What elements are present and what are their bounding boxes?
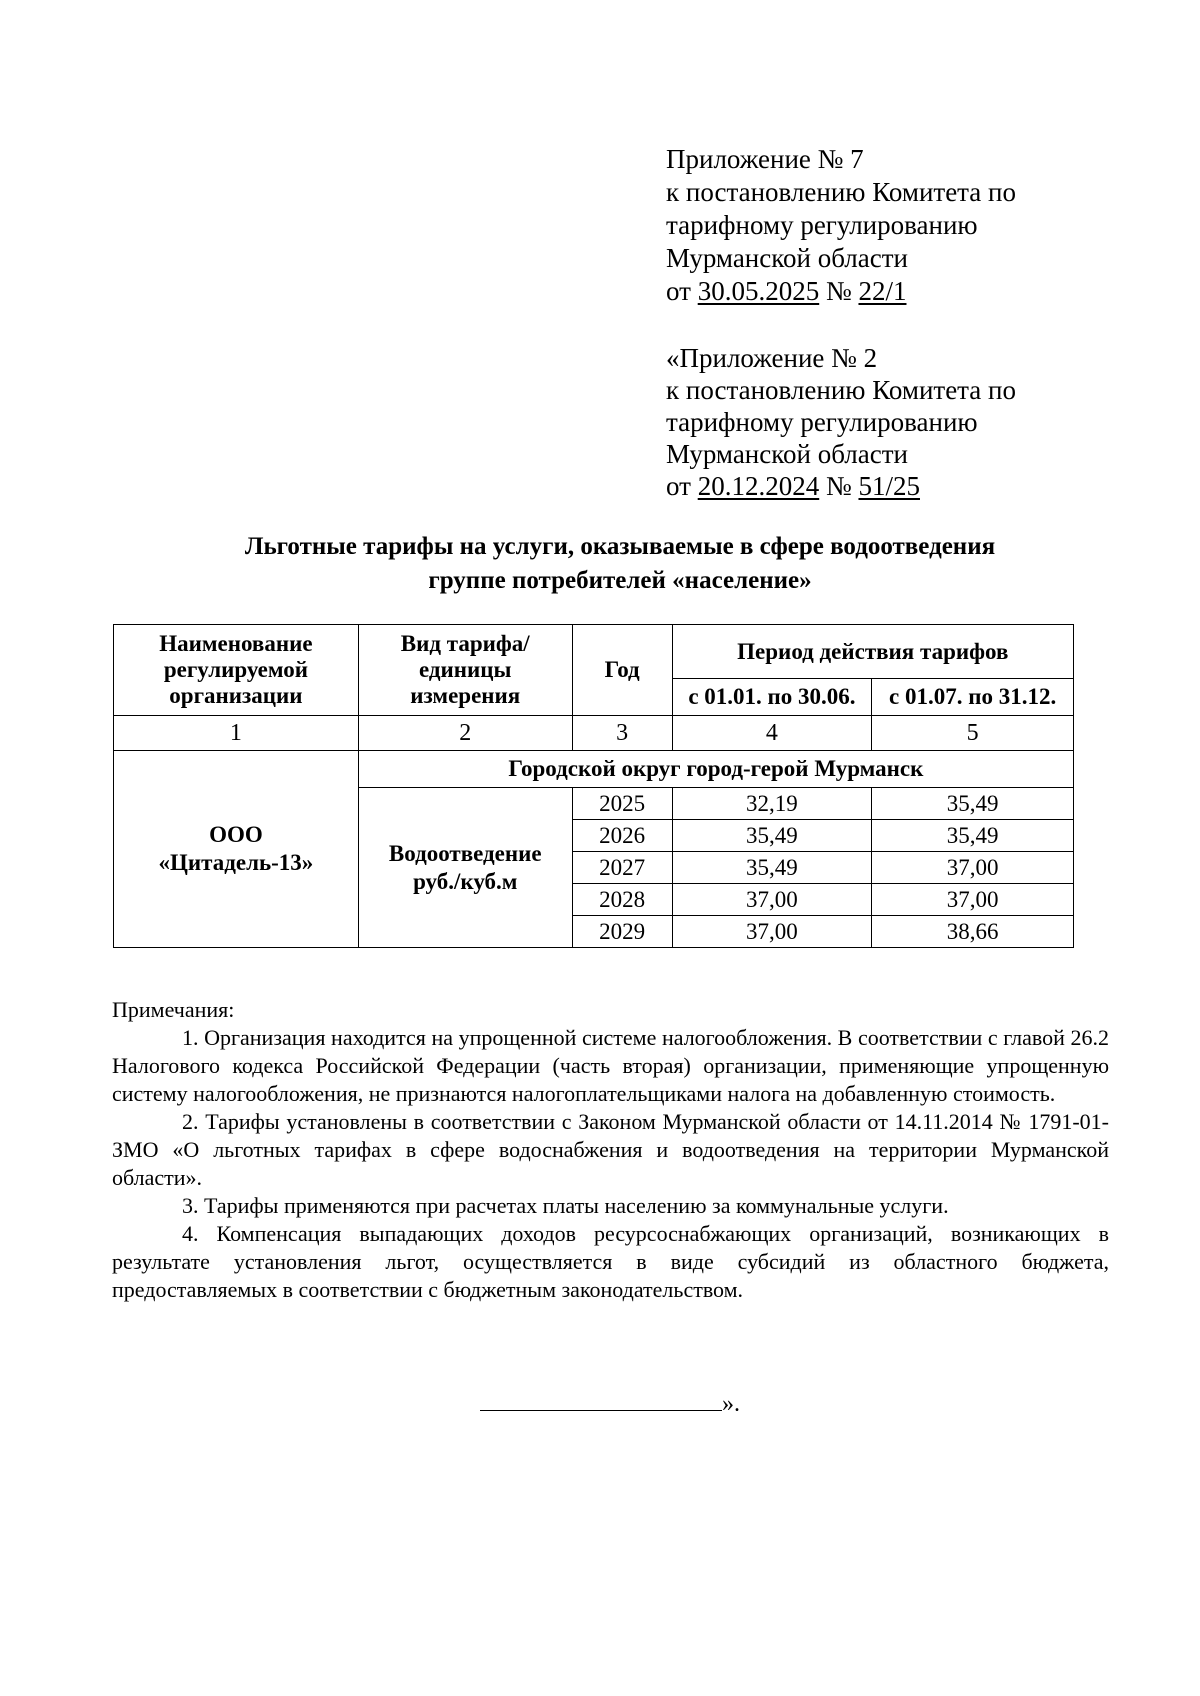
header-period-first-half: с 01.01. по 30.06. — [672, 679, 872, 716]
column-number: 2 — [358, 716, 572, 751]
header-organization: Наименование регулируемой организации — [114, 625, 359, 716]
column-number: 4 — [672, 716, 872, 751]
first-half-cell: 35,49 — [672, 852, 872, 884]
second-half-cell: 38,66 — [872, 916, 1074, 948]
year-cell: 2027 — [572, 852, 672, 884]
year-cell: 2028 — [572, 884, 672, 916]
year-cell: 2029 — [572, 916, 672, 948]
appendix-date-line — [666, 470, 1016, 502]
first-half-cell: 37,00 — [672, 916, 872, 948]
appendix-header-current — [666, 143, 1016, 308]
header-tariff-type: Вид тарифа/единицы измерения — [358, 625, 572, 716]
closing-mark — [480, 1390, 740, 1418]
second-half-cell: 37,00 — [872, 852, 1074, 884]
service-cell — [358, 788, 572, 948]
title-line-1: Льготные тарифы на услуги, оказываемые в сфере водоотведения — [244, 533, 996, 560]
appendix-header-original — [666, 342, 1016, 502]
year-cell: 2026 — [572, 820, 672, 852]
appendix-line: к постановлению Комитета по — [666, 375, 1016, 405]
date-prefix: от — [666, 471, 698, 501]
appendix-line: Мурманской области — [666, 243, 908, 273]
second-half-cell: 35,49 — [872, 788, 1074, 820]
first-half-cell: 37,00 — [672, 884, 872, 916]
notes-heading: Примечания: — [112, 997, 235, 1022]
appendix-number: 22/1 — [858, 276, 907, 306]
organization-cell — [114, 751, 359, 948]
second-half-cell: 35,49 — [872, 820, 1074, 852]
number-prefix: № — [819, 276, 859, 306]
region-cell: Городской округ город-герой Мурманск — [358, 751, 1073, 788]
closing-quote: ». — [722, 1391, 740, 1417]
column-number: 3 — [572, 716, 672, 751]
date-prefix: от — [666, 276, 698, 306]
appendix-line: к постановлению Комитета по — [666, 177, 1016, 207]
document-title — [0, 530, 1200, 598]
appendix-date-line — [666, 275, 1016, 308]
appendix-line: Приложение № 7 — [666, 144, 864, 174]
number-prefix: № — [819, 471, 859, 501]
appendix-line: тарифному регулированию — [666, 407, 978, 437]
note-item: 4. Компенсация выпадающих доходов ресурсоснабжающих организаций, возникающих в результате установления льгот, осуществляется в виде субсидий из областного бюджета, предоставляемых в соответствии с бюджетным законодательством. — [112, 1221, 1109, 1302]
year-cell: 2025 — [572, 788, 672, 820]
organization-line: «Цитадель-13» — [158, 850, 314, 875]
header-year: Год — [572, 625, 672, 716]
title-line-2: группе потребителей «население» — [428, 567, 812, 594]
note-item: 2. Тарифы установлены в соответствии с Законом Мурманской области от 14.11.2014 № 1791-01-ЗМО «О льготных тарифах в сфере водоснабжения и водоотведения на территории Мурманской области». — [112, 1109, 1109, 1190]
appendix-date: 30.05.2025 — [697, 276, 820, 306]
header-period: Период действия тарифов — [672, 625, 1073, 679]
appendix-date: 20.12.2024 — [697, 471, 820, 501]
header-period-second-half: с 01.07. по 31.12. — [872, 679, 1074, 716]
notes-section — [112, 996, 1109, 1304]
appendix-number: 51/25 — [858, 471, 920, 501]
service-line: руб./куб.м — [413, 868, 518, 894]
closing-underline — [480, 1390, 722, 1411]
note-item: 1. Организация находится на упрощенной системе налогообложения. В соответствии с главой 26.2 Налогового кодекса Российской Федерации (часть вторая) организации, применяющие упрощенную систему налогообложения, не признаются налогоплательщиками налога на добавленную стоимость. — [112, 1025, 1109, 1106]
second-half-cell: 37,00 — [872, 884, 1074, 916]
appendix-line: «Приложение № 2 — [666, 343, 878, 373]
column-number: 5 — [872, 716, 1074, 751]
note-item: 3. Тарифы применяются при расчетах платы населению за коммунальные услуги. — [182, 1193, 949, 1218]
tariff-table — [113, 624, 1074, 948]
service-line: Водоотведение — [388, 840, 542, 866]
column-number: 1 — [114, 716, 359, 751]
appendix-line: Мурманской области — [666, 439, 908, 469]
appendix-line: тарифному регулированию — [666, 210, 978, 240]
first-half-cell: 32,19 — [672, 788, 872, 820]
organization-line: ООО — [209, 822, 263, 847]
first-half-cell: 35,49 — [672, 820, 872, 852]
